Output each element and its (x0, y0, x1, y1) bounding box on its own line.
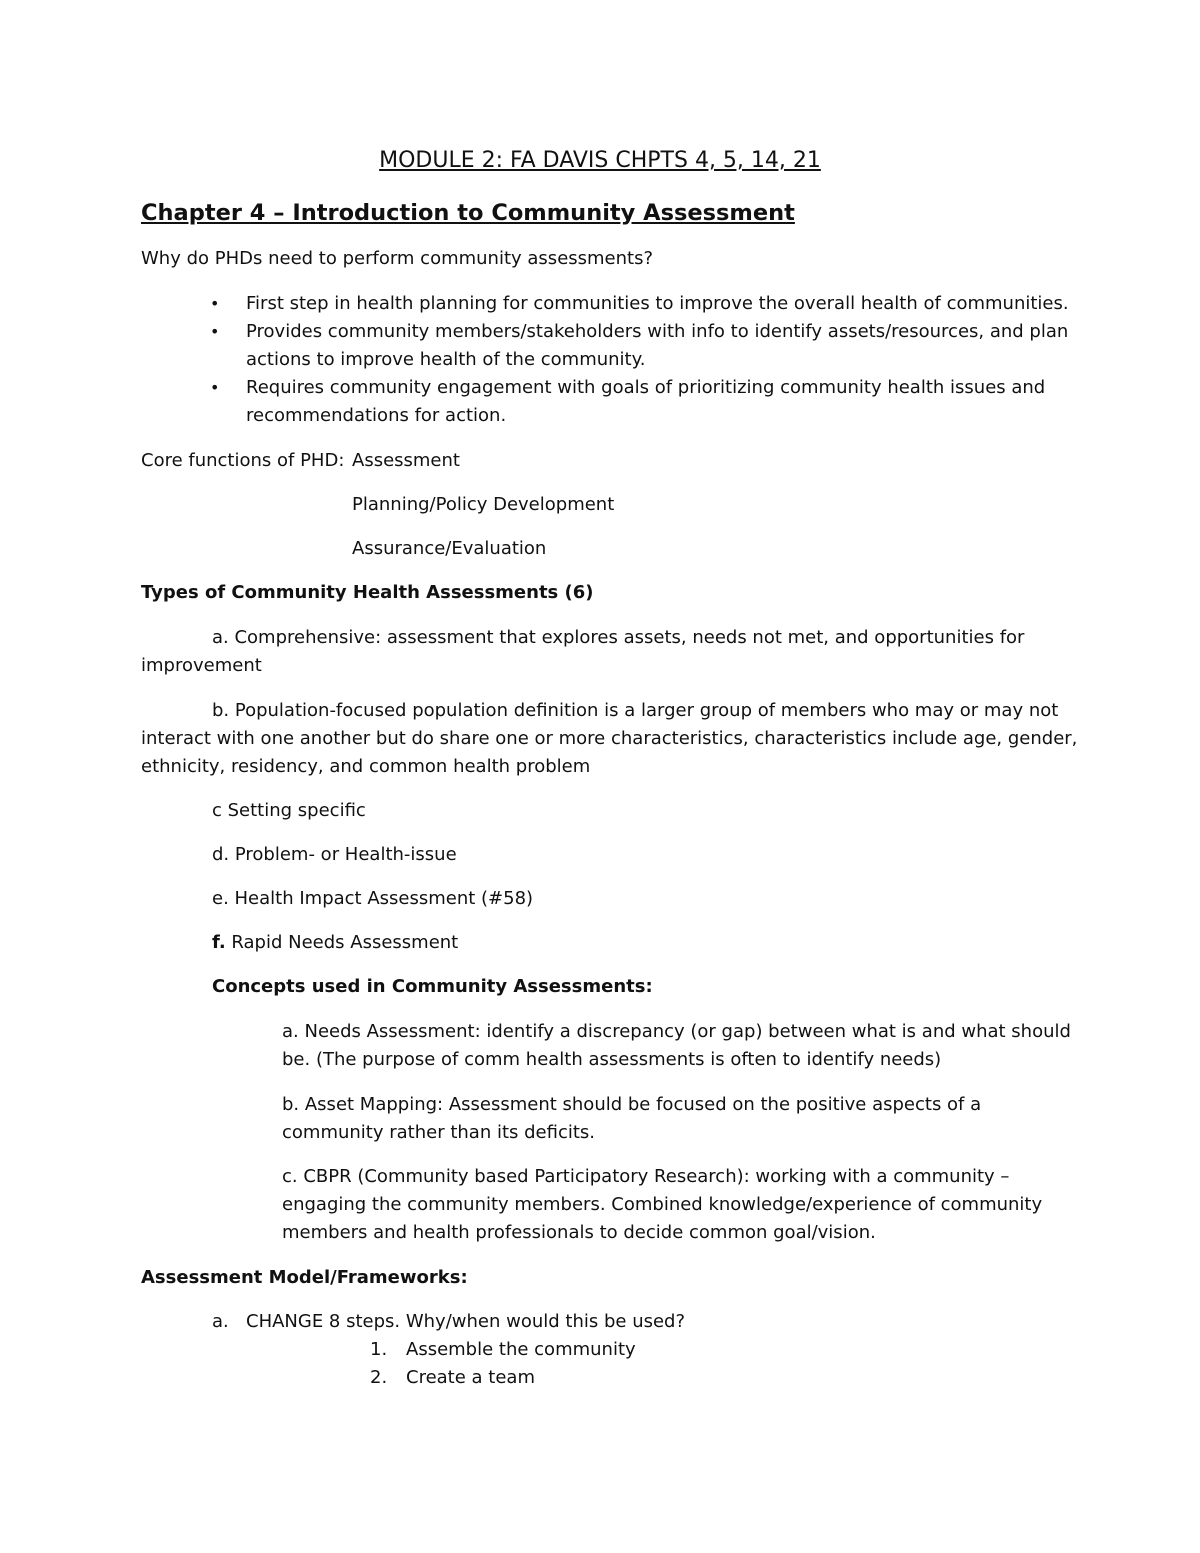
concepts-heading: Concepts used in Community Assessments: (212, 976, 653, 997)
step-text: Assemble the community (406, 1339, 636, 1360)
type-item-line: ethnicity, residency, and common health problem (141, 756, 591, 777)
concept-item-line: b. Asset Mapping: Assessment should be focused on the positive aspects of a (282, 1094, 982, 1115)
why-question: Why do PHDs need to perform community assessments? (141, 248, 654, 269)
bullet-marker: • (210, 322, 220, 341)
concept-item-line: a. Needs Assessment: identify a discrepancy (or gap) between what is and what should (282, 1021, 1071, 1042)
framework-item: CHANGE 8 steps. Why/when would this be used? (246, 1311, 686, 1332)
type-item-text: Rapid Needs Assessment (225, 932, 459, 953)
type-item-line: a. Comprehensive: assessment that explores assets, needs not met, and opportunities for (212, 627, 1025, 648)
concept-item-line: members and health professionals to decide common goal/vision. (282, 1222, 876, 1243)
types-heading: Types of Community Health Assessments (6) (141, 582, 594, 603)
core-function-item: Planning/Policy Development (352, 494, 615, 515)
step-number: 1. (370, 1339, 388, 1360)
core-function-item: Assessment (352, 450, 460, 471)
type-item-line: improvement (141, 655, 262, 676)
step-number: 2. (370, 1367, 388, 1388)
concept-item-line: be. (The purpose of comm health assessments is often to identify needs) (282, 1049, 942, 1070)
framework-marker: a. (212, 1311, 229, 1332)
step-text: Create a team (406, 1367, 535, 1388)
core-functions-label: Core functions of PHD: (141, 450, 345, 471)
type-item: d. Problem- or Health-issue (212, 844, 457, 865)
concept-item-line: community rather than its deficits. (282, 1122, 595, 1143)
type-item-line: b. Population-focused population definition is a larger group of members who may or may not (212, 700, 1059, 721)
core-function-item: Assurance/Evaluation (352, 538, 547, 559)
bullet-item-line: actions to improve health of the community. (246, 349, 646, 370)
concept-item-line: engaging the community members. Combined knowledge/experience of community (282, 1194, 1043, 1215)
type-item (212, 929, 458, 957)
concept-item-line: c. CBPR (Community based Participatory Research): working with a community – (282, 1166, 1010, 1187)
bullet-item-line: Requires community engagement with goals of prioritizing community health issues and (246, 377, 1046, 398)
bullet-item-line: First step in health planning for communities to improve the overall health of communities. (246, 293, 1069, 314)
type-item: e. Health Impact Assessment (#58) (212, 888, 534, 909)
bullet-marker: • (210, 378, 220, 397)
type-item-line: interact with one another but do share one or more characteristics, characteristics include age, gender, (141, 728, 1078, 749)
page-title: MODULE 2: FA DAVIS CHPTS 4, 5, 14, 21 (379, 148, 821, 173)
frameworks-heading: Assessment Model/Frameworks: (141, 1267, 468, 1288)
bullet-item-line: Provides community members/stakeholders with info to identify assets/resources, and plan (246, 321, 1069, 342)
bullet-marker: • (210, 294, 220, 313)
chapter-heading: Chapter 4 – Introduction to Community Assessment (141, 200, 795, 226)
bullet-item-line: recommendations for action. (246, 405, 507, 426)
type-item: c Setting specific (212, 800, 366, 821)
type-item-letter: f. (212, 932, 226, 953)
